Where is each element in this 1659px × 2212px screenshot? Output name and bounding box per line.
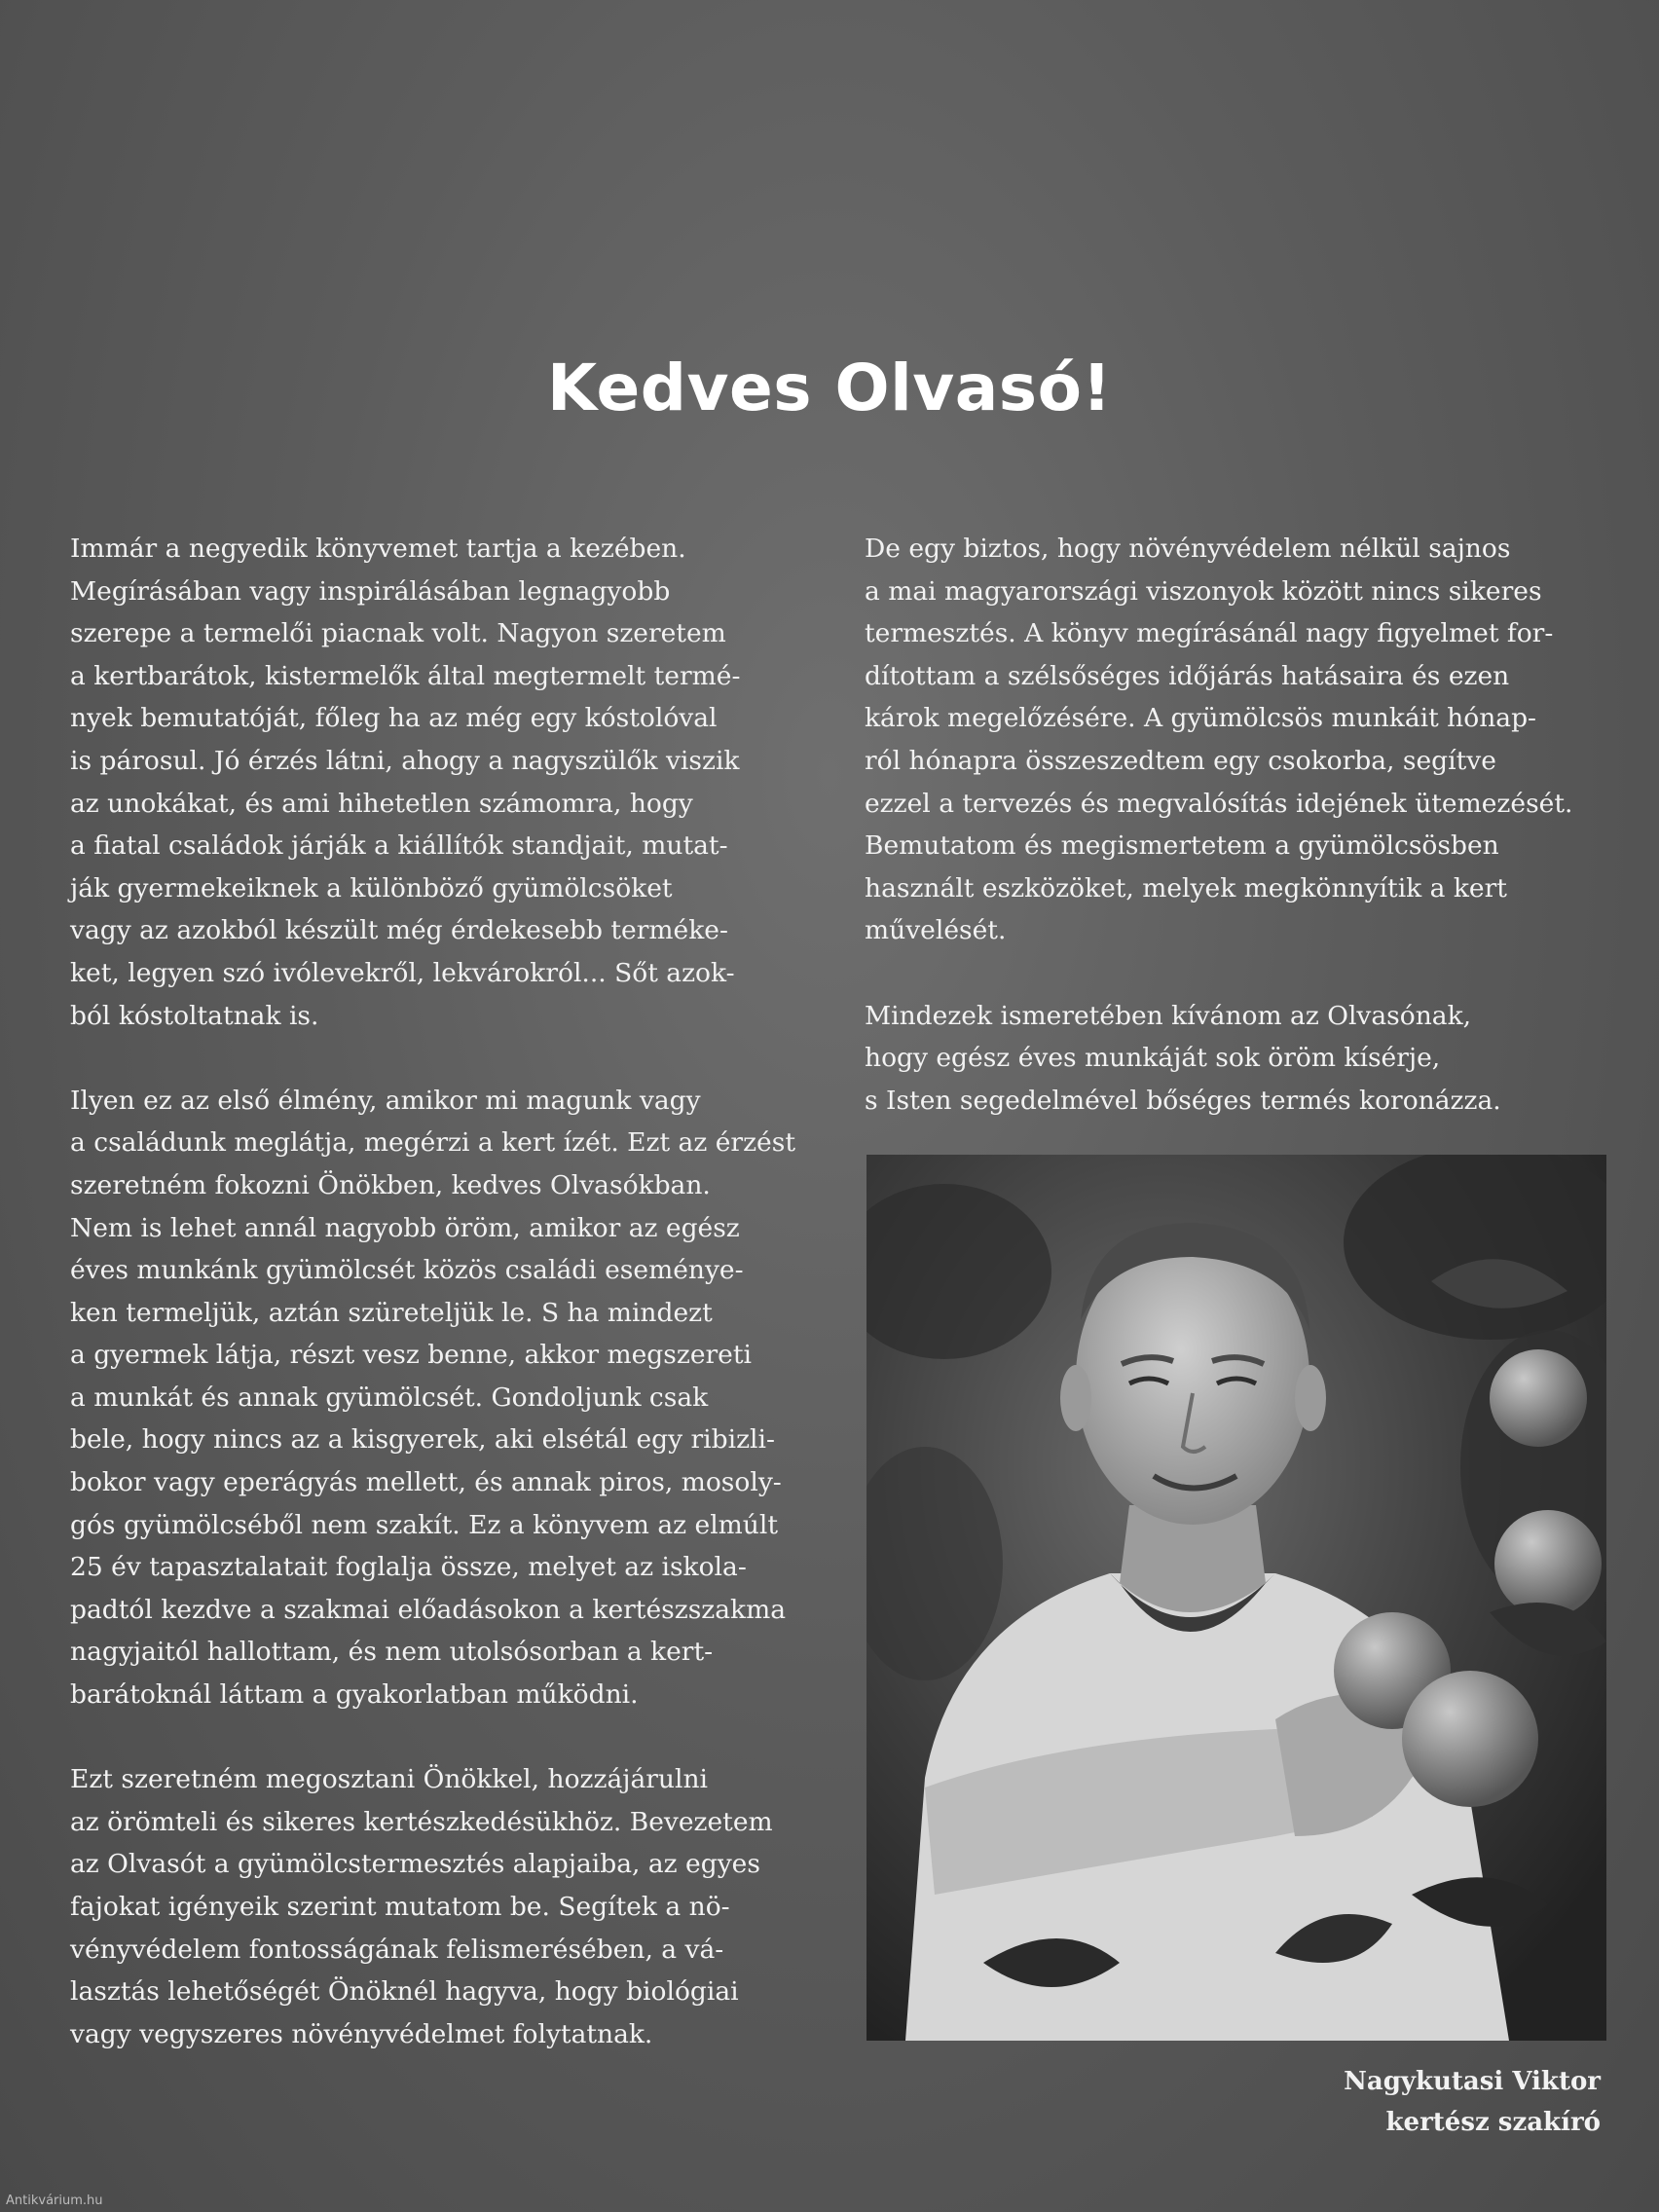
text-line: Mindezek ismeretében kívánom az Olvasónak, bbox=[865, 1000, 1472, 1031]
text-line: padtól kezdve a szakmai előadásokon a kertészszakma bbox=[70, 1594, 787, 1625]
text-line: hogy egész éves munkáját sok öröm kísérje, bbox=[865, 1043, 1441, 1074]
text-line: szerepe a termelői piacnak volt. Nagyon szeretem bbox=[70, 618, 726, 649]
text-line: De egy biztos, hogy növényvédelem nélkül sajnos bbox=[865, 534, 1511, 564]
paragraph bbox=[70, 528, 830, 1037]
text-line: Ezt szeretném megosztani Önökkel, hozzájárulni bbox=[70, 1764, 709, 1795]
text-line: termesztés. A könyv megírásánál nagy figyelmet for- bbox=[865, 618, 1554, 649]
text-line: ken termeljük, aztán szüreteljük le. S ha mindezt bbox=[70, 1297, 713, 1328]
text-line: dítottam a szélsőséges időjárás hatásaira és ezen bbox=[865, 660, 1510, 691]
text-line: az örömteli és sikeres kertészkedésükhöz. Bevezetem bbox=[70, 1806, 773, 1837]
text-line: károk megelőzésére. A gyümölcsös munkáit hónap- bbox=[865, 703, 1536, 734]
text-line: a családunk meglátja, megérzi a kert ízét. Ezt az érzést bbox=[70, 1127, 795, 1159]
text-line: is párosul. Jó érzés látni, ahogy a nagyszülők viszik bbox=[70, 745, 740, 776]
text-line: ket, legyen szó ivólevekről, lekvárokról... Sőt azok- bbox=[70, 957, 735, 988]
paragraph bbox=[70, 1080, 830, 1716]
author-name: Nagykutasi Viktor bbox=[1344, 2067, 1601, 2096]
right-text-column bbox=[865, 528, 1614, 1164]
text-line: s Isten segedelmével bőséges termés koronázza. bbox=[865, 1085, 1501, 1116]
text-line: lasztás lehetőségét Önöknél hagyva, hogy biológiai bbox=[70, 1976, 739, 2008]
text-line: az unokákat, és ami hihetetlen számomra, hogy bbox=[70, 788, 693, 819]
paragraph bbox=[865, 995, 1614, 1123]
text-line: Bemutatom és megismertetem a gyümölcsösben bbox=[865, 830, 1499, 862]
text-line: bokor vagy eperágyás mellett, és annak piros, mosoly- bbox=[70, 1467, 782, 1498]
text-line: a munkát és annak gyümölcsét. Gondoljunk csak bbox=[70, 1382, 709, 1413]
author-role: kertész szakíró bbox=[1385, 2108, 1601, 2137]
text-line: ezzel a tervezés és megvalósítás idejének ütemezését. bbox=[865, 788, 1573, 819]
author-photo bbox=[866, 1155, 1606, 2041]
author-photo-illustration bbox=[866, 1155, 1606, 2041]
left-text-column bbox=[70, 528, 830, 2098]
watermark: Antikvárium.hu bbox=[6, 2194, 103, 2208]
text-line: ják gyermekeiknek a különböző gyümölcsöket bbox=[70, 872, 673, 903]
text-line: a gyermek látja, részt vesz benne, akkor megszereti bbox=[70, 1340, 752, 1371]
text-line: a mai magyarországi viszonyok között nincs sikeres bbox=[865, 575, 1542, 607]
text-line: vagy vegyszeres növényvédelmet folytatnak. bbox=[70, 2018, 653, 2049]
text-line: gós gyümölcséből nem szakít. Ez a könyvem az elmúlt bbox=[70, 1509, 779, 1540]
text-line: vényvédelem fontosságának felismerésében, a vá- bbox=[70, 1934, 724, 1965]
text-line: 25 év tapasztalatait foglalja össze, melyet az iskola- bbox=[70, 1552, 747, 1583]
text-line: bele, hogy nincs az a kisgyerek, aki elsétál egy ribizli- bbox=[70, 1424, 775, 1456]
text-line: nagyjaitól hallottam, és nem utolsósorban a kert- bbox=[70, 1637, 714, 1668]
text-line: vagy az azokból készült még érdekesebb terméke- bbox=[70, 915, 728, 946]
text-line: az Olvasót a gyümölcstermesztés alapjaiba, az egyes bbox=[70, 1849, 760, 1880]
text-line: éves munkánk gyümölcsét közös családi eseménye- bbox=[70, 1255, 744, 1286]
page-title: Kedves Olvasó! bbox=[546, 350, 1113, 425]
text-line: szeretném fokozni Önökben, kedves Olvasókban. bbox=[70, 1169, 711, 1200]
photo-caption bbox=[1344, 2061, 1601, 2143]
text-line: fajokat igényeik szerint mutatom be. Segítek a nö- bbox=[70, 1892, 730, 1922]
text-line: nyek bemutatóját, főleg ha az még egy kóstolóval bbox=[70, 703, 718, 734]
text-line: Nem is lehet annál nagyobb öröm, amikor az egész bbox=[70, 1212, 740, 1243]
text-line: ról hónapra összeszedtem egy csokorba, segítve bbox=[865, 745, 1496, 776]
text-line: használt eszközöket, melyek megkönnyítik a kert bbox=[865, 872, 1507, 903]
text-line: Ilyen ez az első élmény, amikor mi magunk vagy bbox=[70, 1085, 701, 1116]
text-line: a fiatal családok járják a kiállítók standjait, mutat- bbox=[70, 830, 728, 862]
text-line: a kertbarátok, kistermelők által megtermelt termé- bbox=[70, 660, 741, 691]
text-line: barátoknál láttam a gyakorlatban működni. bbox=[70, 1679, 639, 1711]
text-line: Megírásában vagy inspirálásában legnagyobb bbox=[70, 575, 671, 607]
text-line: ból kóstoltatnak is. bbox=[70, 1000, 319, 1031]
paragraph bbox=[865, 528, 1614, 952]
text-line: művelését. bbox=[865, 915, 1007, 946]
text-line: Immár a negyedik könyvemet tartja a kezében. bbox=[70, 534, 686, 564]
paragraph bbox=[70, 1758, 830, 2055]
